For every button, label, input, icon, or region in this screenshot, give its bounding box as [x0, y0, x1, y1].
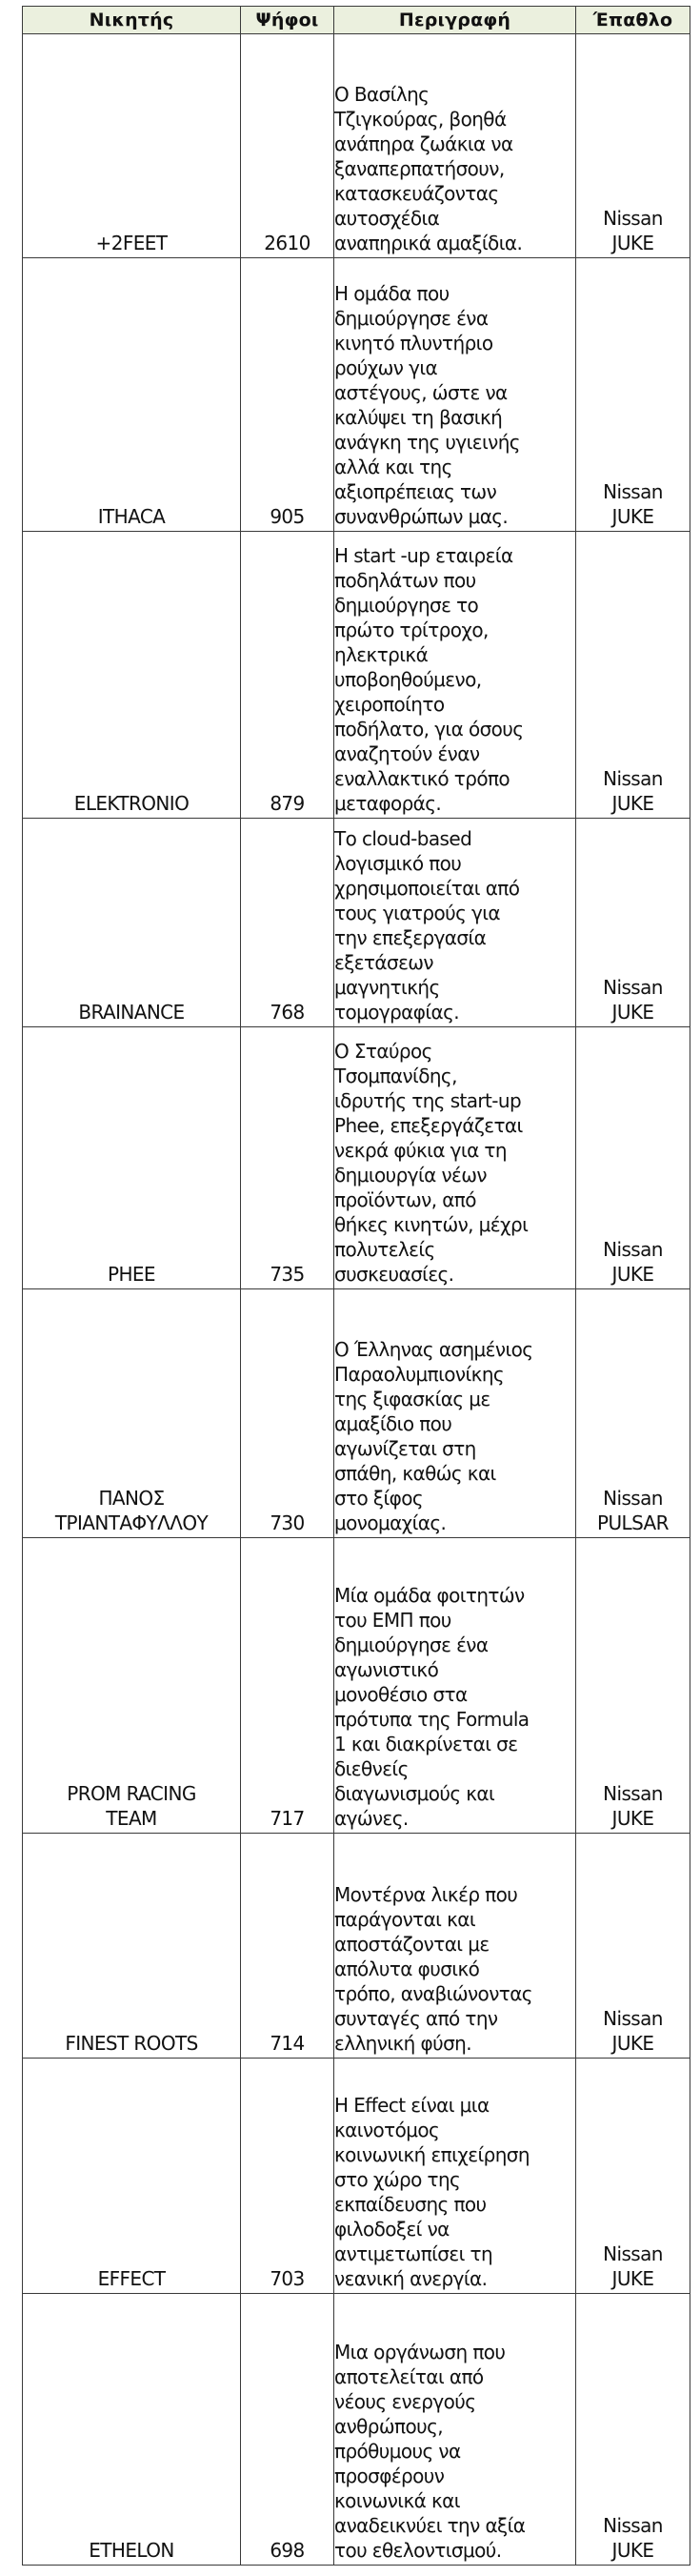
prize-cell [576, 1834, 690, 2059]
description-cell [334, 1027, 576, 1289]
winner-cell [23, 1027, 241, 1289]
winner-name: ΤΡΙΑΝΤΑΦΥΛΛΟΥ [54, 1511, 209, 1534]
description-line: πρώτο τρίτροχο, [334, 619, 489, 641]
description-line: μονοθέσιο στα [334, 1683, 468, 1706]
description-line: αντιμετωπίσει τη [334, 2242, 493, 2265]
description-line: ποδηλάτων που [334, 569, 476, 592]
prize-cell [576, 2059, 690, 2294]
description-line: Το cloud-based [334, 827, 472, 850]
votes-count: 768 [270, 1001, 305, 1024]
table-row [23, 2294, 690, 2566]
description-line: αυτοσχέδια [334, 207, 440, 230]
votes-cell [241, 34, 334, 258]
description-line: δημιουργία νέων [334, 1164, 487, 1187]
table-body [23, 34, 690, 2566]
header-winner: Νικητής [23, 7, 241, 34]
votes-cell [241, 1027, 334, 1289]
votes-count: 905 [270, 505, 305, 528]
votes-count: 879 [270, 792, 305, 815]
description-line: εκπαίδευσης που [334, 2193, 487, 2216]
description-line: αγωνίζεται στη [334, 1437, 476, 1460]
votes-count: 2610 [264, 232, 310, 254]
winner-cell [23, 1289, 241, 1538]
description-line: νεκρά φύκια για τη [334, 1139, 507, 1162]
description-line: χειροποίητο [334, 693, 445, 716]
winner-name: FINEST ROOTS [65, 2032, 198, 2055]
description-line: ηλεκτρικά [334, 643, 429, 666]
description-line: της ξιφασκίας με [334, 1388, 490, 1410]
description-line: αγωνιστικό [334, 1658, 439, 1681]
winner-name: TEAM [106, 1807, 157, 1830]
prize-line: JUKE [611, 2267, 654, 2290]
prize-line: JUKE [611, 1807, 654, 1830]
description-line: του εθελοντισμού. [334, 2539, 502, 2562]
description-line: ελληνική φύση. [334, 2032, 471, 2055]
winner-name: EFFECT [97, 2267, 166, 2290]
prize-line: Nissan [603, 207, 663, 230]
description-line: τρόπο, αναβιώνοντας [334, 1982, 532, 2005]
winners-table-container [22, 6, 690, 2566]
votes-cell [241, 819, 334, 1027]
winner-name: PROM RACING [67, 1782, 196, 1805]
winner-cell [23, 2059, 241, 2294]
description-line: αναζητούν έναν [334, 742, 480, 765]
description-line: Phee, επεξεργάζεται [334, 1114, 523, 1137]
prize-line: Nissan [603, 480, 663, 503]
prize-line: JUKE [611, 2539, 654, 2562]
votes-count: 730 [270, 1511, 305, 1534]
description-line: πρότυπα της Formula [334, 1708, 530, 1731]
description-cell [334, 1538, 576, 1834]
description-cell [334, 2059, 576, 2294]
description-line: αναδεικνύει την αξία [334, 2514, 526, 2537]
description-line: κινητό πλυντήριο [334, 332, 493, 355]
description-line: Η ομάδα που [334, 282, 450, 305]
description-line: διαγωνισμούς και [334, 1782, 495, 1805]
description-line: προϊόντων, από [334, 1188, 476, 1211]
description-line: αποτελείται από [334, 2365, 484, 2388]
table-row [23, 532, 690, 819]
description-line: συνταγές από την [334, 2007, 498, 2030]
description-line: θήκες κινητών, μέχρι [334, 1213, 529, 1236]
description-line: λογισμικό που [334, 852, 462, 875]
table-header-row [23, 7, 690, 34]
description-line: νεανική ανεργία. [334, 2267, 488, 2290]
prize-cell [576, 1289, 690, 1538]
votes-count: 698 [270, 2539, 305, 2562]
votes-count: 703 [270, 2267, 305, 2290]
winner-cell [23, 532, 241, 819]
description-line: Παραολυμπιονίκης [334, 1363, 505, 1386]
votes-count: 735 [270, 1263, 305, 1286]
description-line: δημιούργησε ένα [334, 1633, 489, 1656]
winner-name: ETHELON [89, 2539, 174, 2562]
description-line: στο ξίφος [334, 1487, 423, 1510]
winner-cell [23, 819, 241, 1027]
header-prize: Έπαθλο [576, 7, 690, 34]
table-row [23, 1027, 690, 1289]
description-line: καλύψει τη βασική [334, 406, 503, 429]
winner-name: ELEKTRONIO [73, 792, 190, 815]
prize-line: Nissan [603, 1487, 663, 1510]
prize-line: JUKE [611, 1001, 654, 1024]
description-line: αμαξίδιο που [334, 1412, 452, 1435]
description-line: κατασκευάζοντας [334, 182, 499, 205]
description-line: Μια οργάνωση που [334, 2341, 506, 2363]
description-line: εναλλακτικό τρόπο [334, 767, 510, 790]
description-line: αστέγους, ώστε να [334, 381, 508, 404]
description-line: δημιούργησε ένα [334, 307, 489, 330]
table-row [23, 258, 690, 532]
votes-cell [241, 532, 334, 819]
description-line: τους γιατρούς για [334, 902, 500, 924]
votes-cell [241, 1538, 334, 1834]
description-line: παράγονται και [334, 1908, 476, 1931]
description-line: μονομαχίας. [334, 1511, 447, 1534]
description-line: Ο Σταύρος [334, 1040, 432, 1063]
winner-name: PHEE [108, 1263, 155, 1286]
description-line: Ο Έλληνας ασημένιος [334, 1338, 533, 1361]
description-line: διεθνείς [334, 1757, 409, 1780]
description-line: την επεξεργασία [334, 926, 487, 949]
winner-cell [23, 34, 241, 258]
description-cell [334, 819, 576, 1027]
prize-cell [576, 532, 690, 819]
table-row [23, 1834, 690, 2059]
header-description: Περιγραφή [334, 7, 576, 34]
description-cell [334, 34, 576, 258]
description-line: νέους ενεργούς [334, 2390, 476, 2413]
description-line: συνανθρώπων μας. [334, 505, 509, 528]
winner-cell [23, 258, 241, 532]
votes-cell [241, 1834, 334, 2059]
description-cell [334, 2294, 576, 2566]
description-line: Τσομπανίδης, [334, 1065, 457, 1087]
description-line: αποστάζονται με [334, 1933, 490, 1956]
winner-cell [23, 2294, 241, 2566]
prize-line: Nissan [603, 1782, 663, 1805]
description-cell [334, 1289, 576, 1538]
description-line: Τζιγκούρας, βοηθά [334, 108, 507, 131]
description-line: στο χώρο της [334, 2168, 461, 2191]
prize-cell [576, 2294, 690, 2566]
winner-name: ΠΑΝΟΣ [98, 1487, 165, 1510]
description-line: καινοτόμος [334, 2119, 440, 2141]
description-line: ανθρώπους, [334, 2415, 443, 2438]
votes-cell [241, 258, 334, 532]
prize-line: JUKE [611, 505, 654, 528]
description-line: κοινωνικά και [334, 2489, 460, 2512]
winner-cell [23, 1834, 241, 2059]
prize-line: Nissan [603, 767, 663, 790]
description-line: προσφέρουν [334, 2464, 445, 2487]
prize-line: JUKE [611, 1263, 654, 1286]
description-line: απόλυτα φυσικό [334, 1957, 480, 1980]
prize-line: JUKE [611, 2032, 654, 2055]
prize-line: JUKE [611, 232, 654, 254]
description-line: Η start -up εταιρεία [334, 544, 513, 567]
description-line: ποδήλατο, για όσους [334, 718, 524, 740]
description-line: 1 και διακρίνεται σε [334, 1733, 518, 1755]
votes-cell [241, 2059, 334, 2294]
description-line: πολυτελείς [334, 1238, 435, 1261]
winner-cell [23, 1538, 241, 1834]
description-line: αναπηρικά αμαξίδια. [334, 232, 523, 254]
prize-cell [576, 34, 690, 258]
table-row [23, 1538, 690, 1834]
prize-line: Nissan [603, 2242, 663, 2265]
description-cell [334, 532, 576, 819]
prize-line: Nissan [603, 1238, 663, 1261]
winner-name: +2FEET [95, 232, 168, 254]
description-line: μαγνητικής [334, 976, 440, 999]
description-line: αξιοπρέπειας των [334, 480, 497, 503]
description-line: κοινωνική επιχείρηση [334, 2143, 530, 2166]
prize-line: Nissan [603, 2514, 663, 2537]
votes-cell [241, 2294, 334, 2566]
description-line: αλλά και της [334, 456, 452, 478]
table-row [23, 34, 690, 258]
description-line: Μοντέρνα λικέρ που [334, 1883, 518, 1906]
winner-name: BRAINANCE [78, 1001, 185, 1024]
description-line: φιλοδοξεί να [334, 2218, 450, 2241]
description-line: συσκευασίες. [334, 1263, 454, 1286]
description-line: ρούχων για [334, 356, 438, 379]
prize-line: Nissan [603, 976, 663, 999]
table-row [23, 1289, 690, 1538]
prize-cell [576, 1027, 690, 1289]
description-line: του ΕΜΠ που [334, 1609, 451, 1632]
description-line: αγώνες. [334, 1807, 409, 1830]
prize-cell [576, 258, 690, 532]
description-line: Μία ομάδα φοιτητών [334, 1584, 525, 1607]
votes-cell [241, 1289, 334, 1538]
description-line: ανάγκη της υγιεινής [334, 431, 520, 454]
description-line: ανάπηρα ζωάκια να [334, 132, 513, 155]
description-line: πρόθυμους να [334, 2440, 461, 2463]
description-cell [334, 1834, 576, 2059]
votes-count: 714 [270, 2032, 305, 2055]
description-line: σπάθη, καθώς και [334, 1462, 496, 1485]
description-line: υποβοηθούμενο, [334, 668, 482, 691]
prize-cell [576, 819, 690, 1027]
description-line: ιδρυτής της start-up [334, 1089, 522, 1112]
prize-cell [576, 1538, 690, 1834]
votes-count: 717 [270, 1807, 305, 1830]
description-line: τομογραφίας. [334, 1001, 459, 1024]
prize-line: PULSAR [597, 1511, 669, 1534]
winners-table [22, 6, 690, 2566]
description-line: Ο Βασίλης [334, 83, 430, 106]
winner-name: ITHACA [97, 505, 166, 528]
description-line: εξετάσεων [334, 951, 434, 974]
description-line: χρησιμοποιείται από [334, 877, 520, 900]
description-line: Η Effect είναι μια [334, 2094, 490, 2117]
description-line: δημιούργησε το [334, 594, 479, 617]
description-line: ξαναπερπατήσουν, [334, 157, 505, 180]
prize-line: JUKE [611, 792, 654, 815]
description-line: μεταφοράς. [334, 792, 442, 815]
prize-line: Nissan [603, 2007, 663, 2030]
table-row [23, 819, 690, 1027]
header-votes: Ψήφοι [241, 7, 334, 34]
description-cell [334, 258, 576, 532]
table-row [23, 2059, 690, 2294]
